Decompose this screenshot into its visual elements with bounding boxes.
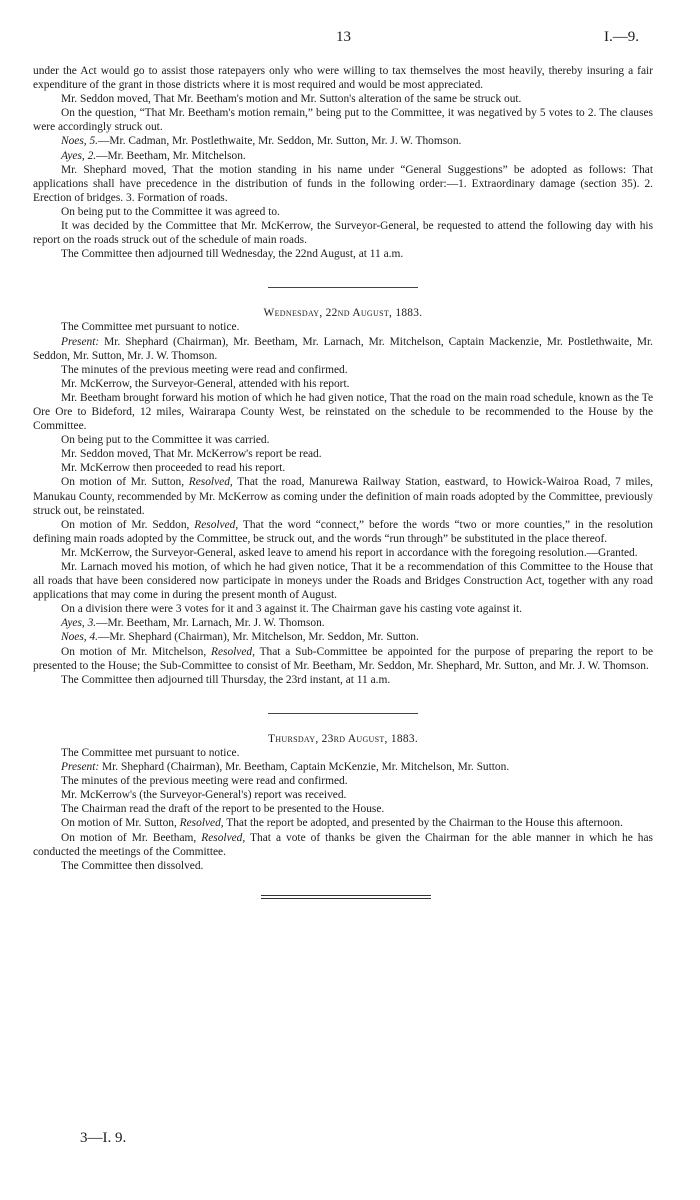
document-body xyxy=(33,64,653,899)
paragraph: On a division there were 3 votes for it and 3 against it. The Chairman gave his casting vote against it. xyxy=(61,603,522,616)
ayes-line xyxy=(33,149,653,163)
signature-mark: 3—I. 9. xyxy=(80,1130,127,1146)
paragraph: The Committee met pursuant to notice. xyxy=(61,321,240,334)
paragraph: Mr. McKerrow's (the Surveyor-General's) report was received. xyxy=(61,789,347,802)
paragraph: Mr. Seddon moved, That Mr. Beetham's motion and Mr. Sutton's alteration of the same be struck out. xyxy=(61,93,522,106)
resolution: On motion of Mr. Sutton, Resolved, That the report be adopted, and presented by the Chairman to the House this afternoon. xyxy=(61,817,623,830)
ayes-line xyxy=(33,616,653,630)
section-divider xyxy=(268,287,418,288)
ayes-label: Ayes, 3. xyxy=(61,617,97,630)
end-divider xyxy=(261,895,431,899)
paragraph: The minutes of the previous meeting were read and confirmed. xyxy=(61,363,348,376)
paragraph: The Committee then adjourned till Wednesday, the 22nd August, at 11 a.m. xyxy=(61,248,404,261)
minutes-continuation xyxy=(33,64,653,261)
noes-label: Noes, 5. xyxy=(61,135,99,148)
date-heading: Wednesday, 22nd August, 1883. xyxy=(263,307,423,320)
present-label: Present: xyxy=(61,761,100,774)
paragraph: On being put to the Committee it was agreed to. xyxy=(61,205,280,218)
paragraph: On the question, “That Mr. Beetham's motion remain,” being put to the Committee, it was negatived by 5 votes to 2. The clauses were accordingly struck out. xyxy=(33,107,653,134)
section-divider xyxy=(268,713,418,714)
paragraph: Mr. Shephard moved, That the motion standing in his name under “General Suggestions” be adopted as follows: That applications shall have precedence in the distribution of funds in the following order:—1. Extraordinary damage (section 35). 2. Erection of bridges. 3. Formation of roads. xyxy=(33,163,653,204)
present-names: Mr. Shephard (Chairman), Mr. Beetham, Mr. Larnach, Mr. Mitchelson, Captain Mackenzie, Mr. Postlethwaite, Mr. Seddon, Mr. Sutton, Mr. J. W. Thomson. xyxy=(33,335,653,362)
noes-names: —Mr. Shephard (Chairman), Mr. Mitchelson, Mr. Seddon, Mr. Sutton. xyxy=(98,631,419,644)
paragraph: under the Act would go to assist those ratepayers only who were willing to tax themselves the most heavily, thereby insuring a fair expenditure of the grant in those districts where it is most required and would be most appreciated. xyxy=(33,65,653,92)
present-line xyxy=(33,760,653,774)
date-heading: Thursday, 23rd August, 1883. xyxy=(268,732,418,745)
page-header xyxy=(0,30,700,50)
noes-line xyxy=(33,630,653,644)
ayes-label: Ayes, 2. xyxy=(61,149,97,162)
paragraph: Mr. McKerrow, the Surveyor-General, asked leave to amend his report in accordance with the foregoing resolution.—Granted. xyxy=(61,546,638,559)
minutes-thursday xyxy=(33,732,653,873)
document-reference: I.—9. xyxy=(604,29,639,45)
page-number: 13 xyxy=(336,29,351,45)
resolution: On motion of Mr. Beetham, Resolved, That a vote of thanks be given the Chairman for the able manner in which he has conducted the meetings of the Committee. xyxy=(33,831,653,858)
resolution: On motion of Mr. Mitchelson, Resolved, That a Sub-Committee be appointed for the purpose of preparing the report to be presented to the House; the Sub-Committee to consist of Mr. Beetham, Mr. Seddon, Mr. Shephard, Mr. Sutton, and Mr. J. W. Thomson. xyxy=(33,645,653,672)
present-line xyxy=(33,335,653,363)
ayes-names: —Mr. Beetham, Mr. Mitchelson. xyxy=(96,149,246,162)
present-label: Present: xyxy=(61,335,100,348)
present-names: Mr. Shephard (Chairman), Mr. Beetham, Captain McKenzie, Mr. Mitchelson, Mr. Sutton. xyxy=(99,761,510,774)
paragraph: Mr. Beetham brought forward his motion of which he had given notice, That the road on the main road schedule, known as the Te Ore Ore to Bideford, 12 miles, Wairarapa County West, be reinstated on the schedule to be recommended to the House by the Committee. xyxy=(33,391,653,433)
noes-names: —Mr. Cadman, Mr. Postlethwaite, Mr. Seddon, Mr. Sutton, Mr. J. W. Thomson. xyxy=(98,135,462,148)
paragraph: The minutes of the previous meeting were read and confirmed. xyxy=(61,775,348,788)
paragraph: Mr. McKerrow then proceeded to read his report. xyxy=(61,462,286,475)
resolution: On motion of Mr. Seddon, Resolved, That the word “connect,” before the words “two or more counties,” in the resolution defining main roads adopted by the Committee, be struck out, and the words “run through” be substituted in the place thereof. xyxy=(33,518,653,545)
paragraph: Mr. Larnach moved his motion, of which he had given notice, That it be a recommendation of this Committee to the House that all roads that have been considered now participate in moneys under the Roads and Bridges Construction Act, together with any road applications that may come in during the present month of August. xyxy=(33,561,653,602)
ayes-names: —Mr. Beetham, Mr. Larnach, Mr. J. W. Thomson. xyxy=(96,617,325,630)
paragraph: It was decided by the Committee that Mr. McKerrow, the Surveyor-General, be requested to attend the following day with his report on the roads struck out of the schedule of main roads. xyxy=(33,220,653,247)
paragraph: The Chairman read the draft of the report to be presented to the House. xyxy=(61,803,385,816)
minutes-wednesday xyxy=(33,306,653,687)
paragraph: Mr. McKerrow, the Surveyor-General, attended with his report. xyxy=(61,377,350,390)
noes-label: Noes, 4. xyxy=(61,631,99,644)
paragraph: The Committee then dissolved. xyxy=(61,859,204,872)
paragraph: Mr. Seddon moved, That Mr. McKerrow's report be read. xyxy=(61,448,322,461)
paragraph: The Committee then adjourned till Thursday, the 23rd instant, at 11 a.m. xyxy=(61,673,391,686)
resolution: On motion of Mr. Sutton, Resolved, That the road, Manurewa Railway Station, eastward, to Howick-Wairoa Road, 7 miles, Manukau County, recommended by Mr. McKerrow as coming under the definition of main roads adopted by the Committee, previously struck out, be reinstated. xyxy=(33,476,653,517)
paragraph: The Committee met pursuant to notice. xyxy=(61,746,240,759)
paragraph: On being put to the Committee it was carried. xyxy=(61,434,270,447)
noes-line xyxy=(33,134,653,148)
